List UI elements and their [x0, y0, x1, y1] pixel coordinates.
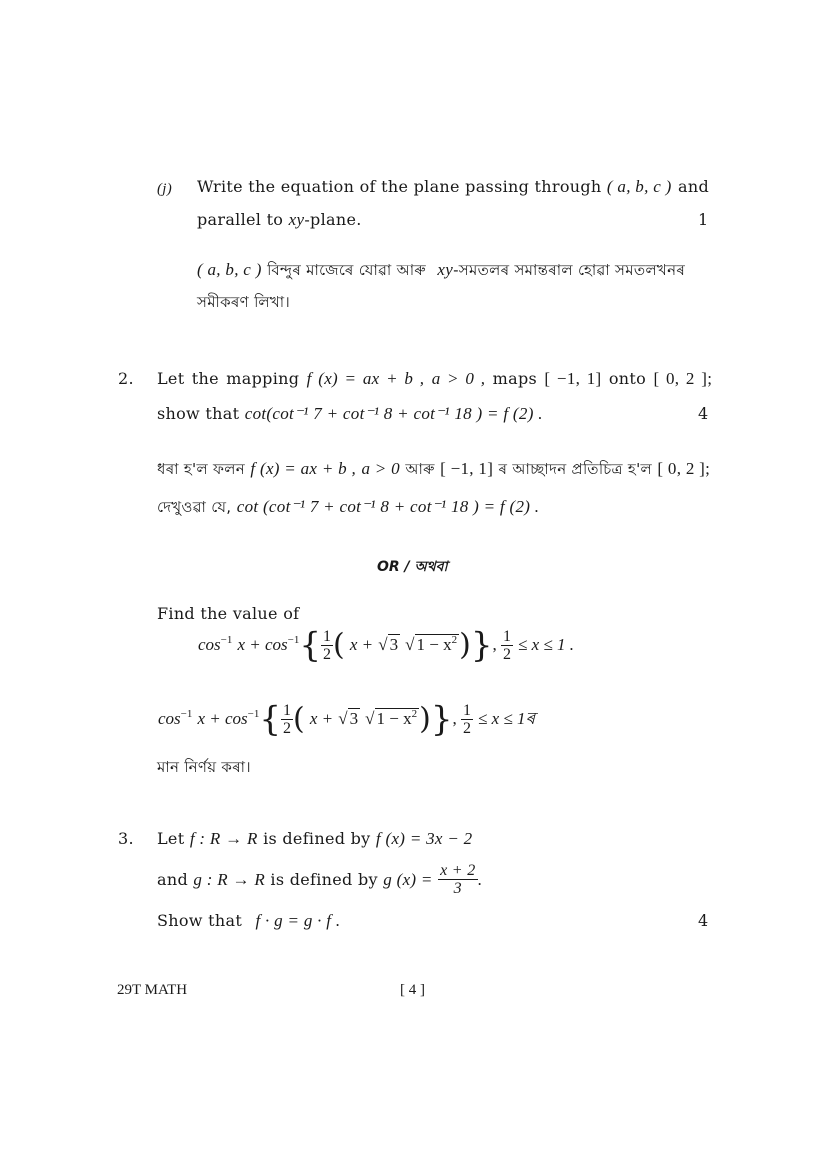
question-3-line2: and g : R → R is defined by g (x) = $\frac{x + 2}{3}$ . — [157, 862, 483, 897]
question-1j-label: (j) — [157, 181, 173, 197]
fraction-half: $\frac{1}{2}$ — [323, 628, 332, 663]
or-separator: OR / অথবা — [377, 559, 448, 575]
footer-page-number: [ 4 ] — [400, 982, 425, 998]
question-1j-line2: parallel to xy-plane. — [197, 210, 362, 229]
question-2-line2: show that cot(cot⁻¹ 7 + cot⁻¹ 8 + cot⁻¹ 18 ) = f (2) . — [157, 404, 543, 423]
q1j-text: Write the equation of the plane passing through — [197, 177, 602, 196]
q1j-bengali-line1: ( a, b, c ) বিন্দুৰ মাজেৰে যোৱা আৰু xy-সমতলৰ সমান্তৰাল হোৱা সমতলখনৰ — [197, 260, 686, 279]
q2-or-expression: $\cos^{-1} x + \cos^{-1}${ $\frac{1}{2}$ ( x + √ 3 √ $1 - x^2$)}, $\frac{1}{2}$ ≤ x ≤ 1 . — [198, 625, 575, 666]
question-2-line1: Let the mapping f (x) = ax + b , a > 0 , maps [ −1, 1] onto [ 0, 2 ]; — [157, 369, 713, 388]
question-3-line1: Let f : R → R is defined by f (x) = 3x − 2 — [157, 829, 473, 848]
question-3-line3: Show that f · g = g · f . — [157, 911, 341, 930]
q2-bengali-line2: দেখুওৱা যে, cot (cot⁻¹ 7 + cot⁻¹ 8 + cot⁻¹ 18 ) = f (2) . — [157, 497, 540, 516]
footer-paper-code: 29T MATH — [117, 982, 188, 998]
q1j-bengali-line2: সমীকৰণ লিখা। — [197, 293, 291, 311]
q1j-point: ( a, b, c ) — [606, 177, 672, 196]
q1j-marks: 1 — [698, 210, 709, 229]
question-2-number: 2. — [118, 369, 134, 388]
q2-or-bengali-line2: মান নিৰ্ণয় কৰা। — [157, 758, 251, 776]
fraction-x-plus-2-over-3: $\frac{x + 2}{3}$ — [440, 862, 476, 897]
question-3-number: 3. — [118, 829, 134, 848]
q3-marks: 4 — [698, 911, 709, 930]
q2-or-intro: Find the value of — [157, 604, 300, 623]
question-1j-line1 — [197, 177, 672, 197]
q2-marks: 4 — [698, 404, 709, 423]
q1j-line1-end: and — [678, 177, 709, 196]
q2-or-bengali-expression: $\cos^{-1} x + \cos^{-1}${ $\frac{1}{2}$ ( x + √ 3 √ $1 - x^2$)}, $\frac{1}{2}$ ≤ x ≤ 1ৰ — [158, 699, 536, 740]
q2-bengali-line1: ধৰা হ'ল ফলন f (x) = ax + b , a > 0 আৰু [ −1, 1] ৰ আচ্ছাদন প্ৰতিচিত্ৰ হ'ল [ 0, 2 ]; — [157, 459, 711, 478]
